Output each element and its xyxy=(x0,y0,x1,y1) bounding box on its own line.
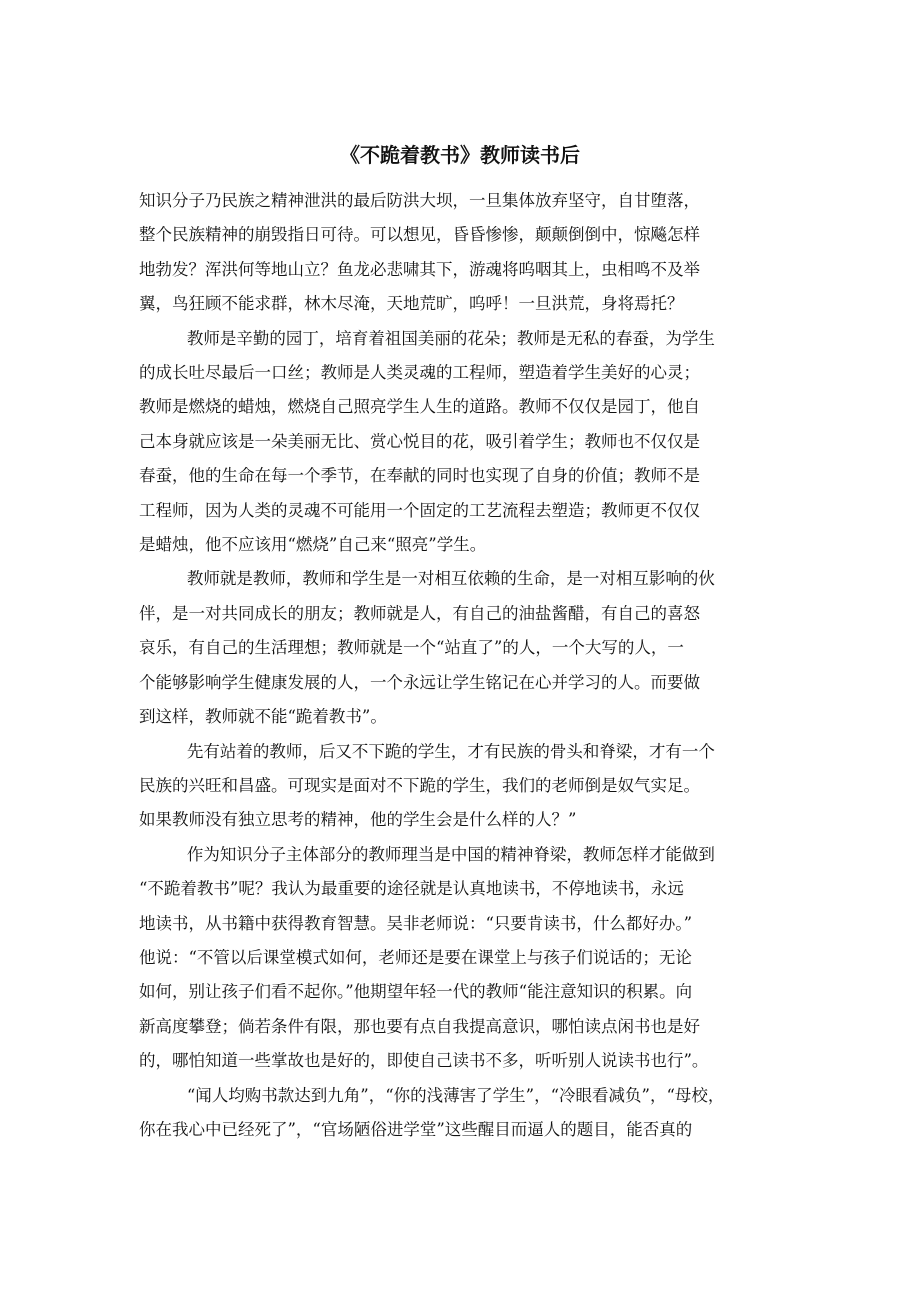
paragraph xyxy=(139,838,784,1079)
paragraph-line: 教师是辛勤的园丁，培育着祖国美丽的花朵；教师是无私的春蚕，为学生 xyxy=(186,328,715,348)
paragraph xyxy=(139,1079,784,1148)
paragraph-line: “闻人均购书款达到九角”，“你的浅薄害了学生”，“冷眼看减负”，“母校， xyxy=(186,1085,725,1105)
paragraph-line: 新高度攀登；倘若条件有限，那也要有点自我提高意识，哪怕读点闲书也是好 xyxy=(139,1016,700,1036)
paragraph-line: 己本身就应该是一朵美丽无比、赏心悦目的花，吸引着学生；教师也不仅仅是 xyxy=(139,431,700,451)
paragraph-line: 伴，是一对共同成长的朋友；教师就是人，有自己的油盐酱醋，有自己的喜怒 xyxy=(139,603,700,623)
paragraph-line: 地勃发？浑洪何等地山立？鱼龙必悲啸其下，游魂将呜咽其上，虫相鸣不及举 xyxy=(139,259,700,279)
paragraph-line: 如果教师没有独立思考的精神，他的学生会是什么样的人？” xyxy=(139,810,577,830)
paragraph-line: 工程师，因为人类的灵魂不可能用一个固定的工艺流程去塑造；教师更不仅仅 xyxy=(139,500,700,520)
document-title: 《不跪着教书》教师读书后 xyxy=(340,143,580,167)
paragraph-line: 知识分子乃民族之精神泄洪的最后防洪大坝，一旦集体放弃坚守，自甘堕落， xyxy=(139,191,700,210)
paragraph-line: 他说：“不管以后课堂模式如何，老师还是要在课堂上与孩子们说话的；无论 xyxy=(139,947,692,967)
paragraph-line: 个能够影响学生健康发展的人，一个永远让学生铭记在心并学习的人。而要做 xyxy=(139,672,700,692)
paragraph-line: 的，哪怕知道一些掌故也是好的，即使自己读书不多，听听别人说读书也行”。 xyxy=(139,1051,709,1071)
paragraph-line: 是蜡烛，他不应该用“燃烧”自己来“照亮”学生。 xyxy=(139,535,487,555)
paragraph-line: 整个民族精神的崩毁指日可待。可以想见，昏昏惨惨，颠颠倒倒中，惊飚怎样 xyxy=(139,225,700,245)
paragraph-line: 翼，鸟狂顾不能求群，林木尽淹，天地荒旷，呜呼！一旦洪荒，身将焉托？ xyxy=(139,294,684,314)
paragraph-line: 地读书，从书籍中获得教育智慧。吴非老师说：“只要肯读书，什么都好办。” xyxy=(139,913,693,933)
paragraph-line: 先有站着的教师，后又不下跪的学生，才有民族的骨头和脊梁，才有一个 xyxy=(186,741,715,761)
paragraph-line: 教师就是教师，教师和学生是一对相互依赖的生命，是一对相互影响的伙 xyxy=(186,569,715,589)
paragraph xyxy=(139,735,784,838)
paragraph-line: 你在我心中已经死了”，“官场陋俗进学堂”这些醒目而逼人的题目，能否真的 xyxy=(139,1119,693,1139)
paragraph-line: 如何，别让孩子们看不起你。”他期望年轻一代的教师“能注意知识的积累。向 xyxy=(139,982,693,1002)
paragraph-line: 作为知识分子主体部分的教师理当是中国的精神脊梁，教师怎样才能做到 xyxy=(186,844,715,864)
paragraph-line: 民族的兴旺和昌盛。可现实是面对不下跪的学生，我们的老师倒是奴气实足。 xyxy=(139,775,700,795)
paragraph xyxy=(139,322,784,563)
paragraph-line: 的成长吐尽最后一口丝；教师是人类灵魂的工程师，塑造着学生美好的心灵； xyxy=(139,363,700,383)
paragraph-line: 教师是燃烧的蜡烛，燃烧自己照亮学生人生的道路。教师不仅仅是园丁，他自 xyxy=(139,397,700,417)
paragraph xyxy=(139,562,784,734)
paragraph-line: 春蚕，他的生命在每一个季节，在奉献的同时也实现了自身的价值；教师不是 xyxy=(139,466,700,486)
paragraph xyxy=(139,184,784,322)
paragraph-line: “不跪着教书”呢？我认为最重要的途径就是认真地读书，不停地读书，永远 xyxy=(139,879,684,899)
paragraph-line: 哀乐，有自己的生活理想；教师就是一个“站直了”的人，一个大写的人，一 xyxy=(139,638,684,658)
document-body xyxy=(139,184,784,1147)
paragraph-line: 到这样，教师就不能“跪着教书”。 xyxy=(139,707,387,727)
